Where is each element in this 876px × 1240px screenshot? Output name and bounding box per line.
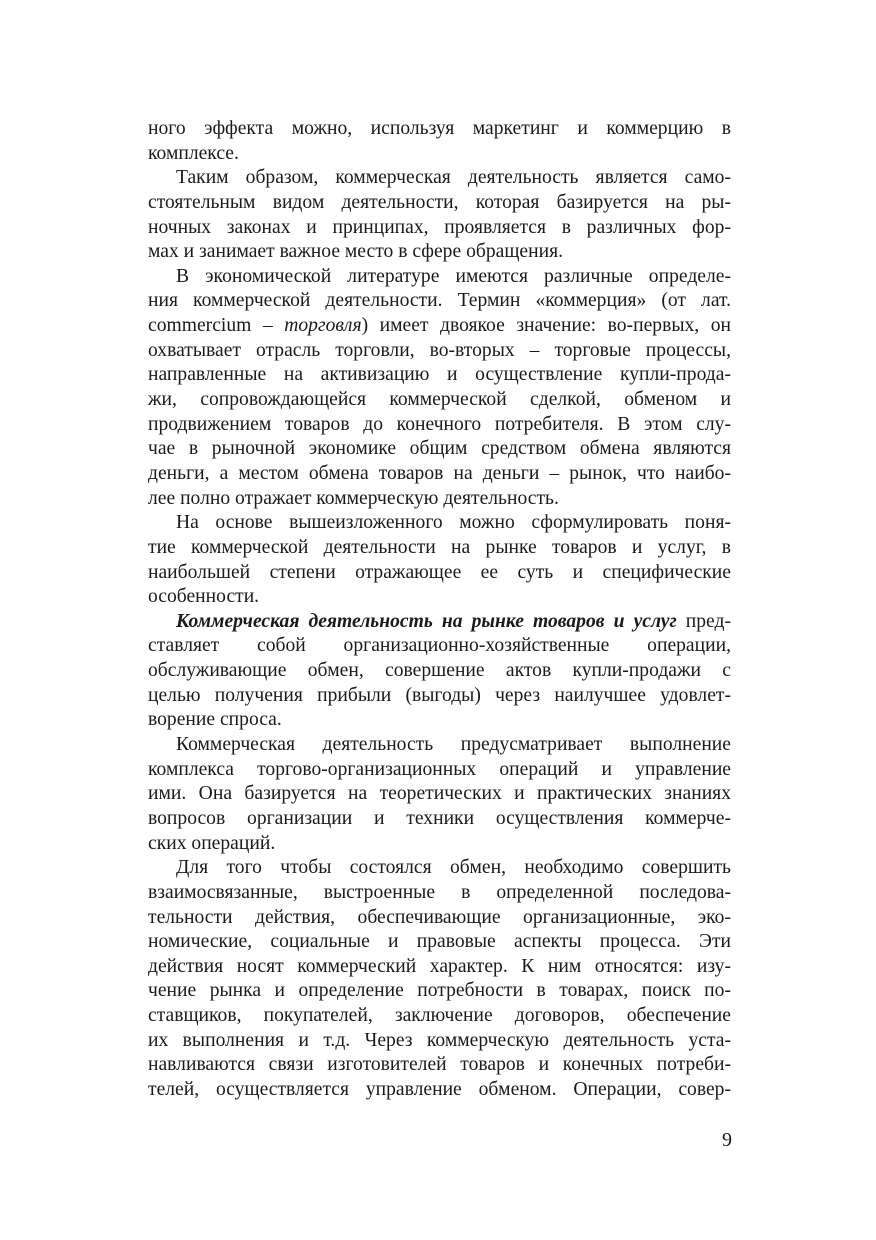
- paragraph: [148, 265, 731, 511]
- text-line: ставщиков, покупателей, заключение договоров, обеспечение: [148, 1005, 731, 1027]
- text-line: На основе вышеизложенного можно сформулировать поня-: [176, 512, 731, 534]
- defined-term: Коммерческая деятельность на рынке товаров и услуг: [176, 610, 677, 632]
- text-line: тельности действия, обеспечивающие организационные, эко-: [148, 906, 731, 928]
- page-number: 9: [722, 1129, 732, 1151]
- text-line: обслуживающие обмен, совершение актов купли-продажи с: [148, 660, 731, 682]
- text-line: лее полно отражает коммерческую деятельность.: [148, 487, 559, 509]
- text-line: ния коммерческой деятельности. Термин «коммерция» (от лат.: [148, 290, 731, 312]
- italic-term: торговля: [284, 315, 362, 337]
- text-line: направленные на активизацию и осуществление купли-прода-: [148, 364, 731, 386]
- text-line: их выполнения и т.д. Через коммерческую деятельность уста-: [148, 1029, 731, 1051]
- text-line: стоятельным видом деятельности, которая базируется на ры-: [148, 191, 731, 213]
- text-line: жи, сопровождающейся коммерческой сделкой, обменом и: [148, 389, 731, 411]
- text-line: особенности.: [148, 586, 260, 608]
- text-line: действия носят коммерческий характер. К ним относятся: изу-: [148, 955, 731, 977]
- text-line: ских операций.: [148, 832, 276, 854]
- text-line: ими. Она базируется на теоретических и практических знаниях: [148, 783, 731, 805]
- page-body: [148, 117, 731, 1103]
- paragraph: [148, 166, 731, 265]
- line-rest: пред-: [676, 610, 731, 632]
- paragraph: [148, 733, 731, 856]
- latin-term: commercium –: [148, 315, 285, 337]
- definition-paragraph: [148, 610, 731, 733]
- text-line: охватывает отрасль торговли, во-вторых – торговые процессы,: [148, 339, 731, 361]
- text-line: комплексе.: [148, 142, 239, 164]
- text-line: Таким образом, коммерческая деятельность является само-: [176, 167, 731, 189]
- text-line-with-italic: [148, 314, 731, 339]
- line-rest: ) имеет двоякое значение: во-первых, он: [361, 315, 731, 337]
- paragraph-continuation: [148, 117, 731, 166]
- text-line: номические, социальные и правовые аспекты процесса. Эти: [148, 931, 731, 953]
- text-line: вопросов организации и техники осуществления коммерче-: [148, 807, 731, 829]
- text-line: тие коммерческой деятельности на рынке товаров и услуг, в: [148, 536, 731, 558]
- text-line: Для того чтобы состоялся обмен, необходимо совершить: [176, 857, 731, 879]
- text-line: чение рынка и определение потребности в товарах, поиск по-: [148, 980, 731, 1002]
- text-line: ставляет собой организационно-хозяйственные операции,: [148, 635, 731, 657]
- text-line: ночных законах и принципах, проявляется в различных фор-: [148, 216, 731, 238]
- paragraph: [148, 856, 731, 1102]
- text-line: ного эффекта можно, используя маркетинг и коммерцию в: [148, 118, 731, 139]
- text-line: Коммерческая деятельность предусматривает выполнение: [176, 734, 731, 756]
- text-line: чае в рыночной экономике общим средством обмена являются: [148, 438, 731, 460]
- text-line: навливаются связи изготовителей товаров и конечных потреби-: [148, 1054, 731, 1076]
- text-line-with-term: [148, 610, 731, 635]
- text-line: мах и занимает важное место в сфере обращения.: [148, 241, 563, 263]
- paragraph: [148, 511, 731, 610]
- text-line: комплекса торгово-организационных операций и управление: [148, 758, 731, 780]
- text-line: продвижением товаров до конечного потребителя. В этом слу-: [148, 413, 731, 435]
- text-line: взаимосвязанные, выстроенные в определенной последова-: [148, 881, 731, 903]
- text-line: наибольшей степени отражающее ее суть и специфические: [148, 561, 731, 583]
- text-line: деньги, а местом обмена товаров на деньги – рынок, что наибо-: [148, 462, 731, 484]
- text-line: целью получения прибыли (выгоды) через наилучшее удовлет-: [148, 684, 731, 706]
- text-line: В экономической литературе имеются различные определе-: [176, 265, 731, 287]
- text-line: ворение спроса.: [148, 709, 282, 731]
- text-line: телей, осуществляется управление обменом. Операции, совер-: [148, 1078, 731, 1100]
